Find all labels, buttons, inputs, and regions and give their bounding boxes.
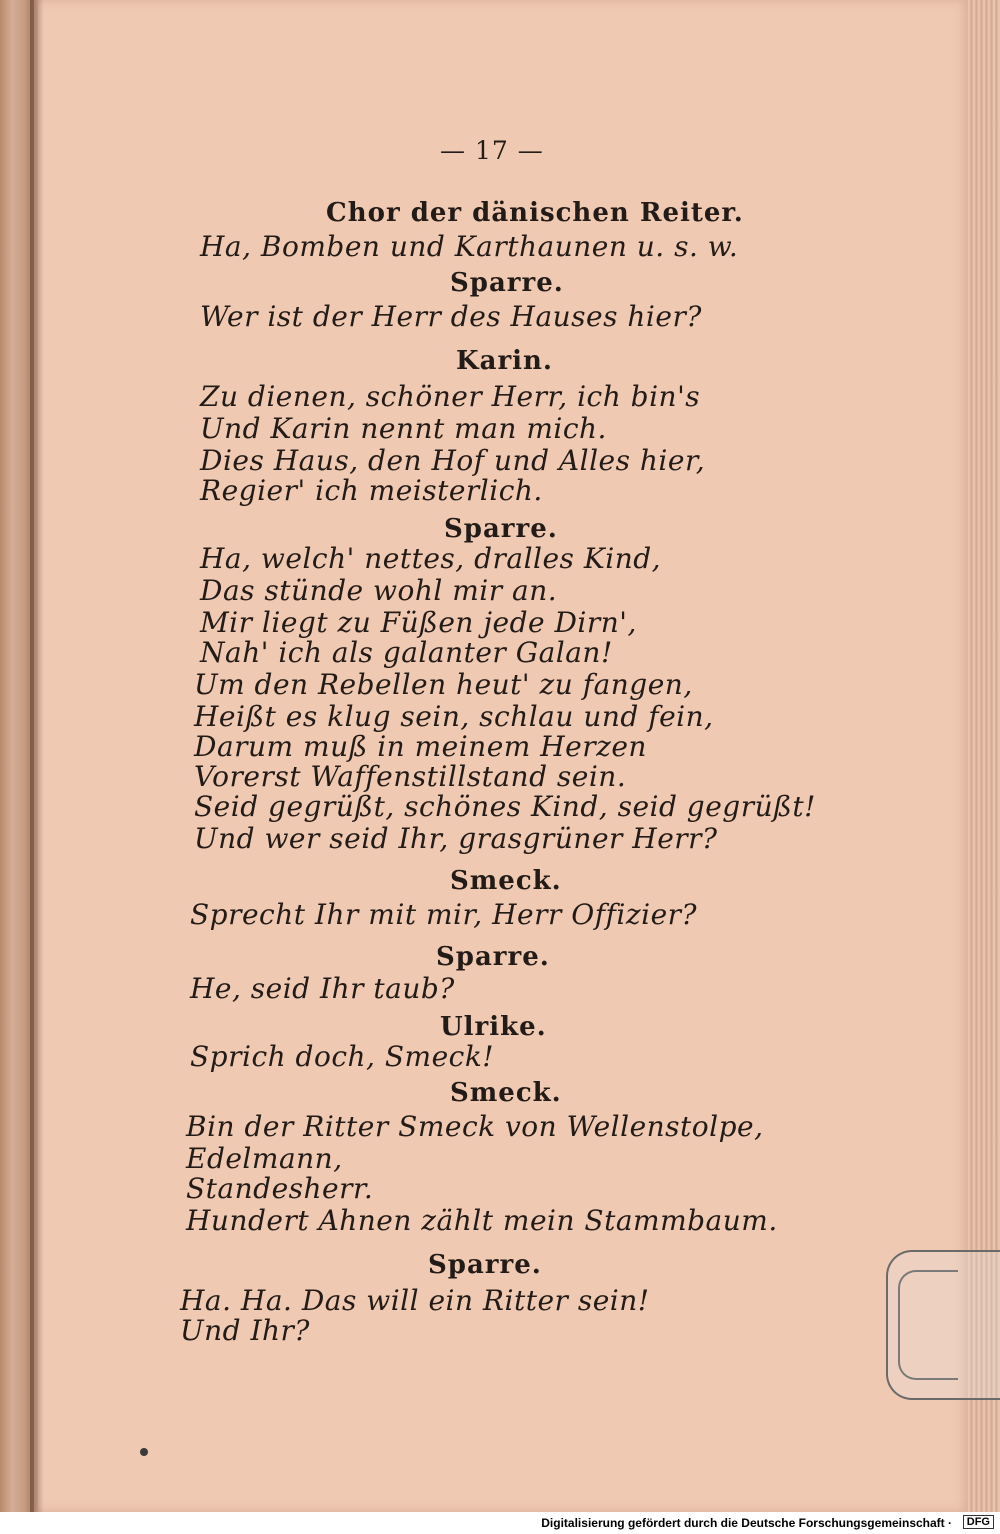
verse-line: Um den Rebellen heut' zu fangen, xyxy=(194,668,693,701)
speaker-heading: Chor der dänischen Reiter. xyxy=(326,198,744,228)
verse-line: Standesherr. xyxy=(186,1172,374,1205)
speaker-heading: Sparre. xyxy=(444,514,558,544)
book-binding xyxy=(0,0,34,1512)
verse-line: Seid gegrüßt, schönes Kind, seid gegrüßt! xyxy=(194,790,816,823)
speaker-heading: Smeck. xyxy=(450,866,562,896)
verse-line: Und Ihr? xyxy=(180,1314,310,1347)
verse-line: Ha, Bomben und Karthaunen u. s. w. xyxy=(200,230,739,263)
verse-line: Mir liegt zu Füßen jede Dirn', xyxy=(200,606,637,639)
paper-clip-inner xyxy=(898,1270,958,1380)
verse-line: Heißt es klug sein, schlau und fein, xyxy=(194,700,714,733)
verse-line: Nah' ich als galanter Galan! xyxy=(200,636,613,669)
speaker-heading: Smeck. xyxy=(450,1078,562,1108)
ink-spot xyxy=(140,1448,148,1456)
verse-line: He, seid Ihr taub? xyxy=(190,972,455,1005)
verse-line: Und Karin nennt man mich. xyxy=(200,412,607,445)
binding-shadow xyxy=(30,0,44,1512)
speaker-heading: Sparre. xyxy=(450,268,564,298)
verse-line: Edelmann, xyxy=(186,1142,343,1175)
verse-line: Dies Haus, den Hof und Alles hier, xyxy=(200,444,706,477)
verse-line: Vorerst Waffenstillstand sein. xyxy=(194,760,627,793)
page-number: — 17 — xyxy=(440,136,544,165)
footer-credit: Digitalisierung gefördert durch die Deutsche Forschungsgemeinschaft · xyxy=(541,1516,952,1530)
speaker-heading: Sparre. xyxy=(428,1250,542,1280)
verse-line: Das stünde wohl mir an. xyxy=(200,574,558,607)
verse-line: Hundert Ahnen zählt mein Stammbaum. xyxy=(186,1204,778,1237)
verse-line: Zu dienen, schöner Herr, ich bin's xyxy=(200,380,701,413)
verse-line: Regier' ich meisterlich. xyxy=(200,474,543,507)
verse-line: Ha, welch' nettes, dralles Kind, xyxy=(200,542,662,575)
verse-line: Wer ist der Herr des Hauses hier? xyxy=(200,300,702,333)
verse-line: Sprecht Ihr mit mir, Herr Offizier? xyxy=(190,898,698,931)
speaker-heading: Ulrike. xyxy=(440,1012,547,1042)
verse-line: Und wer seid Ihr, grasgrüner Herr? xyxy=(194,822,718,855)
speaker-heading: Karin. xyxy=(456,346,553,376)
verse-line: Bin der Ritter Smeck von Wellenstolpe, xyxy=(186,1110,764,1143)
paper-clip xyxy=(886,1250,1000,1400)
footer-bar xyxy=(0,1512,1000,1534)
verse-line: Ha. Ha. Das will ein Ritter sein! xyxy=(180,1284,650,1317)
speaker-heading: Sparre. xyxy=(436,942,550,972)
dfg-logo: DFG xyxy=(963,1515,994,1529)
verse-line: Darum muß in meinem Herzen xyxy=(194,730,647,763)
verse-line: Sprich doch, Smeck! xyxy=(190,1040,495,1073)
